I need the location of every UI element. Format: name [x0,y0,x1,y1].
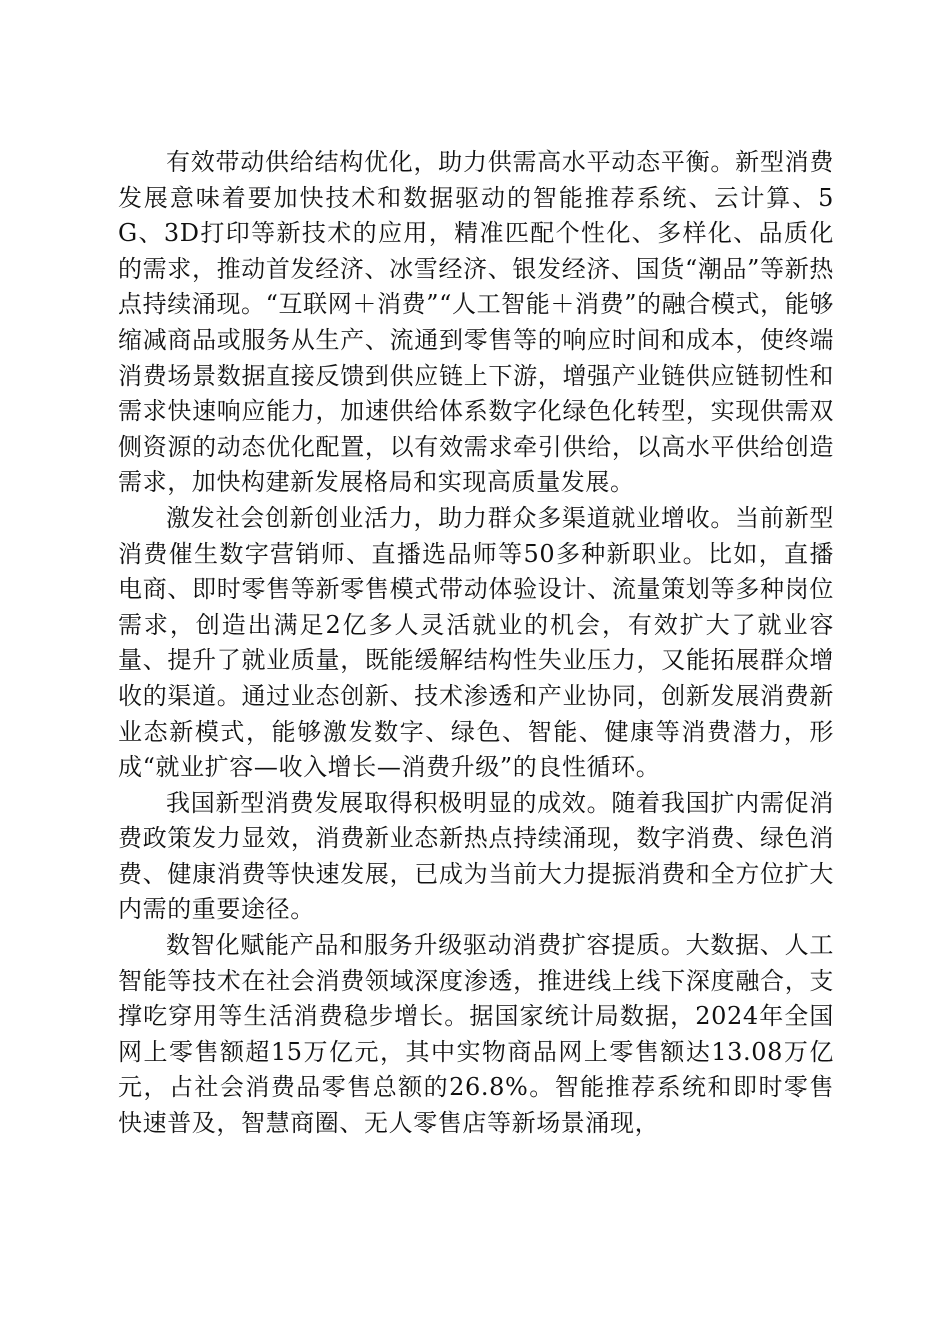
paragraph-digital-empowerment: 数智化赋能产品和服务升级驱动消费扩容提质。大数据、人工智能等技术在社会消费领域深度渗透，推进线上线下深度融合，支撑吃穿用等生活消费稳步增长。据国家统计局数据，2024年全国网上零售额超15万亿元，其中实物商品网上零售额达13.08万亿元，占社会消费品零售总额的26.8%。智能推荐系统和即时零售快速普及，智慧商圈、无人零售店等新场景涌现， [118,931,834,1138]
paragraph-employment: 激发社会创新创业活力，助力群众多渠道就业增收。当前新型消费催生数字营销师、直播选品师等50多种新职业。比如，直播电商、即时零售等新零售模式带动体验设计、流量策划等多种岗位需求，创造出满足2亿多人灵活就业的机会，有效扩大了就业容量、提升了就业质量，既能缓解结构性失业压力，又能拓展群众增收的渠道。通过业态创新、技术渗透和产业协同，创新发展消费新业态新模式，能够激发数字、绿色、智能、健康等消费潜力，形成“就业扩容—收入增长—消费升级”的良性循环。 [118,503,834,782]
article-body [118,145,834,1142]
paragraph-achievements: 我国新型消费发展取得积极明显的成效。随着我国扩内需促消费政策发力显效，消费新业态新热点持续涌现，数字消费、绿色消费、健康消费等快速发展，已成为当前大力提振消费和全方位扩大内需的重要途径。 [118,788,834,924]
paragraph-supply-structure: 有效带动供给结构优化，助力供需高水平动态平衡。新型消费发展意味着要加快技术和数据驱动的智能推荐系统、云计算、5G、3D打印等新技术的应用，精准匹配个性化、多样化、品质化的需求，推动首发经济、冰雪经济、银发经济、国货“潮品”等新热点持续涌现。“互联网＋消费”“人工智能＋消费”的融合模式，能够缩减商品或服务从生产、流通到零售等的响应时间和成本，使终端消费场景数据直接反馈到供应链上下游，增强产业链供应链韧性和需求快速响应能力，加速供给体系数字化绿色化转型，实现供需双侧资源的动态优化配置，以有效需求牵引供给，以高水平供给创造需求，加快构建新发展格局和实现高质量发展。 [118,148,834,497]
